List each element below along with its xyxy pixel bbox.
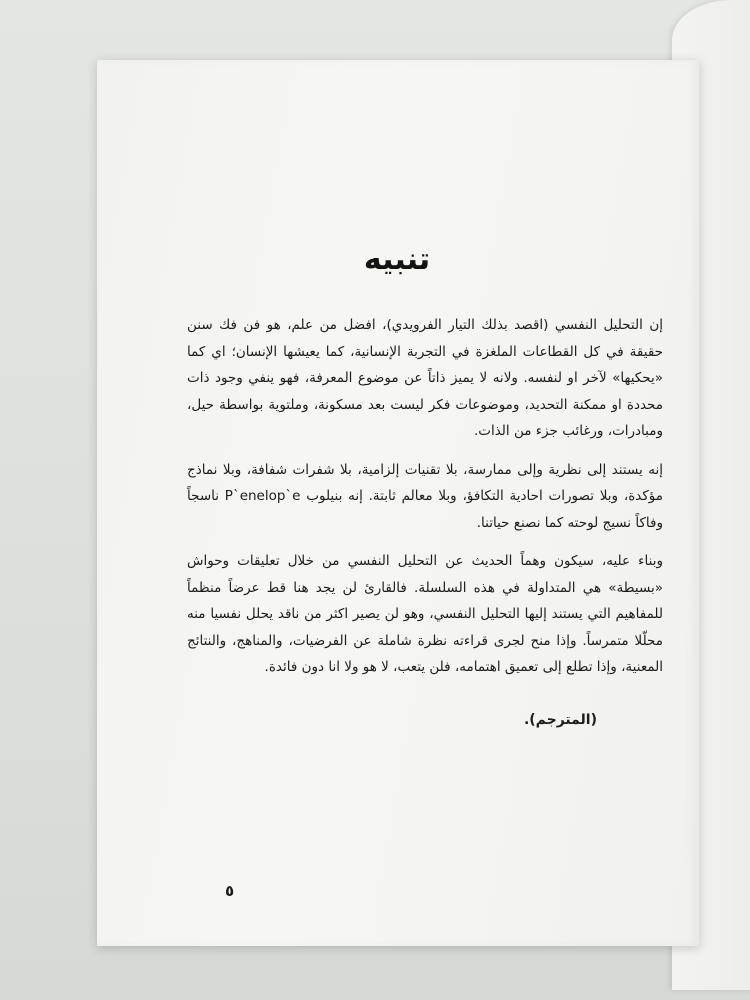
body-text xyxy=(187,312,663,693)
paragraph-3: وبناء عليه، سيكون وهماً الحديث عن التحليل النفسي من خلال تعليقات وحواش «بسيطة» هي المتداولة في هذه السلسلة. فالقارئ لن يجد هنا قط عرضاً منظماً للمفاهيم التي يستند إليها التحليل النفسي، وهو لن يصير اكثر من ناقد يحلل نفسيا منه محلّلا متمرساً. وإذا منح لجرى قراءته نظرة شاملة عن الفرضيات، والمناهج، والنتائج المعنية، وإذا تطلع إلى تعميق اهتمامه، فلن يتعب، لا هو ولا انا دون فائدة. xyxy=(187,553,663,675)
paragraph-1: إن التحليل النفسي (اقصد بذلك التيار الفرويدي)، افضل من علم، هو فن فك سنن حقيقة في كل القطاعات الملغزة في التجربة الإنسانية، كما يعيشها الإنسان؛ اي كما «يحكيها» لآخر او لنفسه. ولانه لا يميز ذاتاً عن موضوع المعرفة، فهو ينفي وجود ذات محددة او ممكنة التحديد، وموضوعات فكر ليست بعد مسكونة، وملتوية بواسطة حيل، ومبادرات، ورغائب جزء من الذات. xyxy=(187,317,663,439)
translator-signature: (المترجم). xyxy=(523,712,597,728)
page-title: تنبيه xyxy=(363,242,431,277)
page-content xyxy=(187,60,663,946)
paragraph-2: إنه يستند إلى نظرية وإلى ممارسة، بلا تقنيات إلزامية، بلا شفرات شفافة، وبلا نماذج مؤكدة، وبلا تصورات احادية التكافؤ، وبلا معالم ثابتة. إنه بنيلوب P`enelop`e ناسجاً وفاكاً نسيج لوحته كما نصنع حياتنا. xyxy=(187,461,663,531)
book-page xyxy=(97,60,699,946)
page-number: ٥ xyxy=(225,882,235,900)
